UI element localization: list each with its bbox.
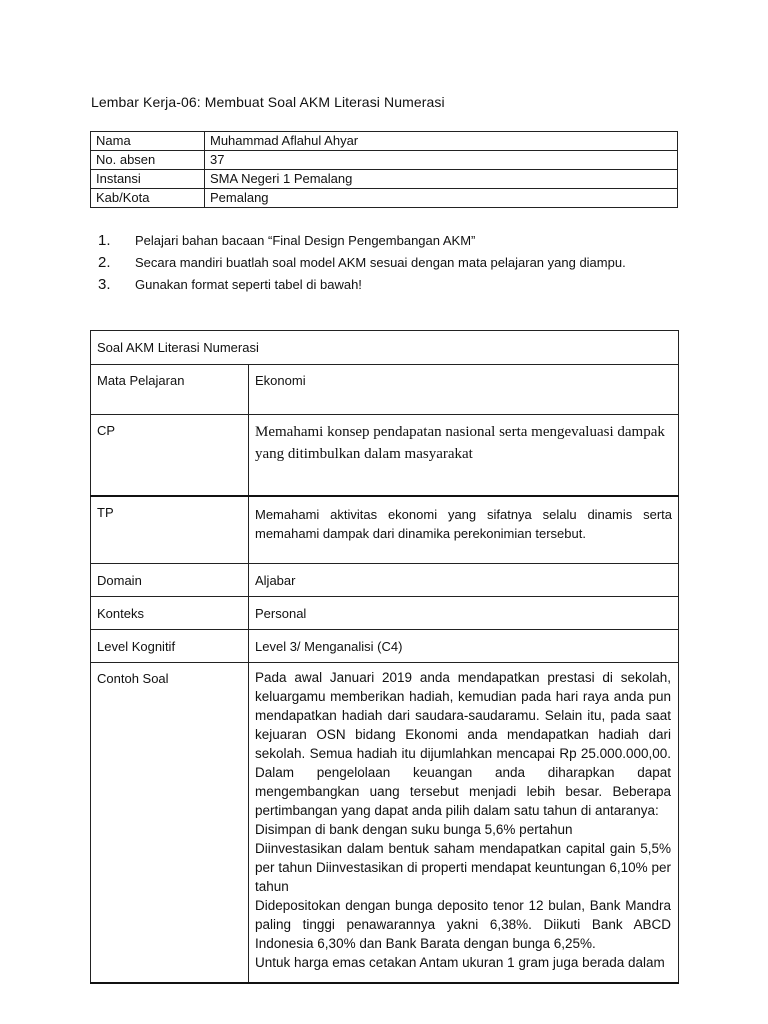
identity-value: SMA Negeri 1 Pemalang [205, 170, 678, 189]
soal-paragraph: Untuk harga emas cetakan Antam ukuran 1 gram juga berada dalam [255, 955, 665, 970]
akm-label: Domain [91, 564, 249, 597]
identity-row-absen [91, 151, 678, 170]
instruction-text: Pelajari bahan bacaan “Final Design Pengembangan AKM” [135, 232, 476, 248]
akm-row-konteks [91, 597, 679, 630]
identity-table [90, 131, 678, 208]
instruction-item [98, 251, 626, 273]
page-title: Lembar Kerja-06: Membuat Soal AKM Literasi Numerasi [91, 94, 445, 110]
soal-paragraph: Pada awal Januari 2019 anda mendapatkan prestasi di sekolah, keluargamu memberikan hadiah, kemudian pada hari raya anda pun mendapatkan hadiah dari saudara-saudaramu. Selain itu, pada saat kejuaran OSN bidang Ekonomi anda mendapatkan hadiah dari sekolah. Semua hadiah itu dijumlahkan mencapai Rp 25.000.000,00. Dalam pengelolaan keuangan anda diharapkan dapat mengembangkan uang tersebut menjadi lebih besar. Beberapa pertimbangan yang dapat anda pilih dalam satu tahun di antaranya: [255, 670, 671, 818]
akm-row-domain [91, 564, 679, 597]
instruction-text: Gunakan format seperti tabel di bawah! [135, 276, 362, 292]
akm-value: Level 3/ Menganalisi (C4) [249, 630, 679, 663]
identity-value: Pemalang [205, 189, 678, 208]
akm-row-cp [91, 415, 679, 497]
identity-key: Nama [91, 132, 205, 151]
contoh-soal-text [249, 663, 679, 984]
soal-paragraph: Disimpan di bank dengan suku bunga 5,6% pertahun [255, 822, 573, 837]
akm-header-row [91, 331, 679, 365]
identity-value: 37 [205, 151, 678, 170]
akm-row-tp [91, 496, 679, 564]
identity-row-kota [91, 189, 678, 208]
akm-label: Mata Pelajaran [91, 365, 249, 415]
identity-row-nama [91, 132, 678, 151]
akm-value: Aljabar [249, 564, 679, 597]
akm-row-level-kognitif [91, 630, 679, 663]
identity-value: Muhammad Aflahul Ahyar [205, 132, 678, 151]
identity-key: Instansi [91, 170, 205, 189]
akm-label: Level Kognitif [91, 630, 249, 663]
instruction-list [98, 229, 626, 295]
akm-label: CP [91, 415, 249, 497]
identity-key: Kab/Kota [91, 189, 205, 208]
akm-row-mata-pelajaran [91, 365, 679, 415]
akm-label: TP [91, 496, 249, 564]
instruction-item [98, 229, 626, 251]
soal-paragraph: Diinvestasikan dalam bentuk saham mendapatkan capital gain 5,5% per tahun Diinvestasikan di properti mendapat keuntungan 6,10% per tahun [255, 841, 671, 894]
soal-paragraph: Didepositokan dengan bunga deposito tenor 12 bulan, Bank Mandra paling tinggi penawarannya yakni 6,38%. Diikuti Bank ABCD Indonesia 6,30% dan Bank Barata dengan bunga 6,25%. [255, 898, 671, 951]
instruction-number: 2. [98, 253, 111, 271]
instruction-number: 3. [98, 275, 111, 293]
instruction-number: 1. [98, 231, 111, 249]
akm-label: Konteks [91, 597, 249, 630]
akm-value: Memahami konsep pendapatan nasional serta mengevaluasi dampak yang ditimbulkan dalam masyarakat [249, 415, 679, 497]
identity-key: No. absen [91, 151, 205, 170]
akm-header: Soal AKM Literasi Numerasi [91, 331, 679, 365]
akm-value: Memahami aktivitas ekonomi yang sifatnya selalu dinamis serta memahami dampak dari dinamika perekonimian tersebut. [249, 496, 679, 564]
akm-table [90, 330, 679, 984]
instruction-item [98, 273, 626, 295]
akm-label: Contoh Soal [91, 663, 249, 984]
instruction-text: Secara mandiri buatlah soal model AKM sesuai dengan mata pelajaran yang diampu. [135, 254, 626, 270]
akm-value: Personal [249, 597, 679, 630]
akm-value: Ekonomi [249, 365, 679, 415]
identity-row-instansi [91, 170, 678, 189]
akm-row-contoh-soal [91, 663, 679, 984]
